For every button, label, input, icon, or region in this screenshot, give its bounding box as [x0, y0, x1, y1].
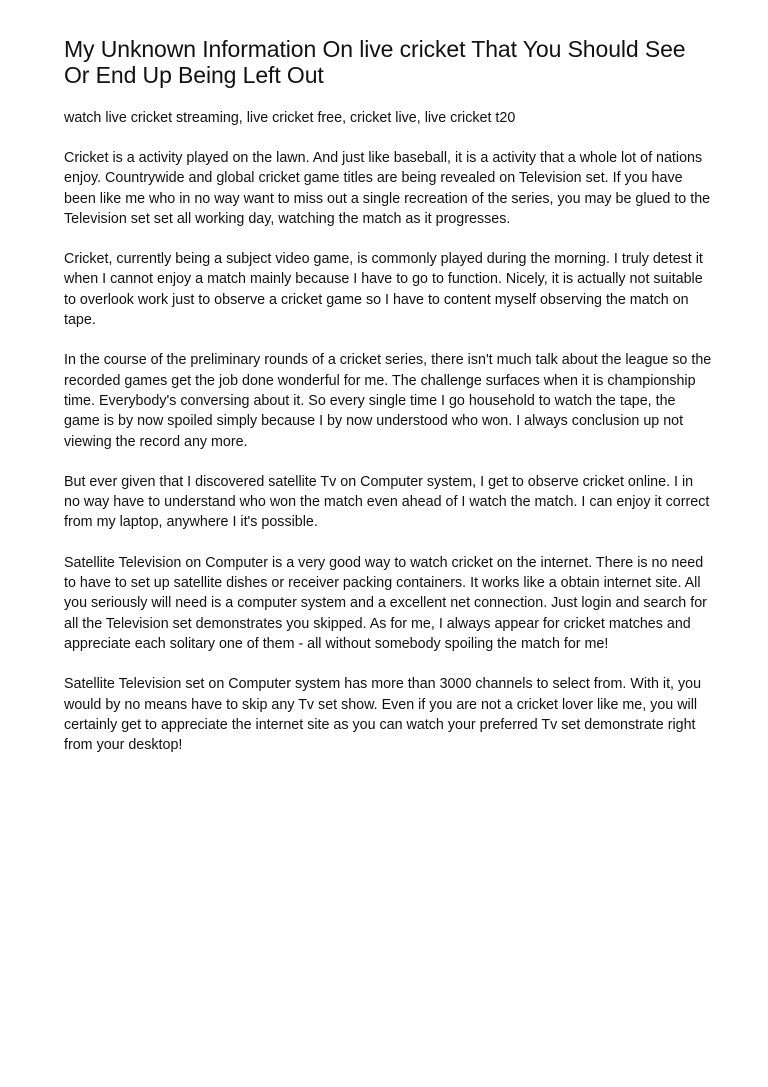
paragraph-4: But ever given that I discovered satellite Tv on Computer system, I get to observe cricket online. I in no way have to understand who won the match even ahead of I watch the match. I can enjoy it correct from my laptop, anywhere I it's possible. — [64, 473, 710, 531]
paragraph-3: In the course of the preliminary rounds of a cricket series, there isn't much talk about the league so the recorded games get the job done wonderful for me. The challenge surfaces when it is championship time. Everybody's conversing about it. So every single time I go household to watch the tape, the game is by now spoiled simply because I by now understood who won. I always conclusion up not viewing the record any more. — [64, 352, 712, 450]
paragraph-2: Cricket, currently being a subject video game, is commonly played during the morning. I truly detest it when I cannot enjoy a match mainly because I have to go to function. Nicely, it is actually not suitable to overlook work just to observe a cricket game so I have to content myself observing the match on tape. — [64, 251, 703, 329]
document-title: My Unknown Information On live cricket That You Should See Or End Up Being Left Out — [64, 36, 686, 88]
document-keywords: watch live cricket streaming, live cricket free, cricket live, live cricket t20 — [64, 110, 516, 126]
paragraph-1: Cricket is a activity played on the lawn. And just like baseball, it is a activity that a whole lot of nations enjoy. Countrywide and global cricket game titles are being revealed on Television set. If you have been like me who in no way want to miss out a single recreation of the series, you may be glued to the Television set set all working day, watching the match as it progresses. — [64, 150, 711, 227]
paragraph-6: Satellite Television set on Computer system has more than 3000 channels to select from. With it, you would by no means have to skip any Tv set show. Even if you are not a cricket lover like me, you will certainly get to appreciate the internet site as you can watch your preferred Tv set demonstrate right from your desktop! — [64, 676, 702, 754]
paragraph-5: Satellite Television on Computer is a very good way to watch cricket on the internet. There is no need to have to set up satellite dishes or receiver packing containers. It works like a obtain internet site. All you seriously will need is a computer system and a excellent net connection. Just login and search for all the Television set demonstrates you skipped. As for me, I always appear for cricket matches and appreciate each solitary one of them - all without somebody spoiling the match for me! — [64, 554, 707, 652]
